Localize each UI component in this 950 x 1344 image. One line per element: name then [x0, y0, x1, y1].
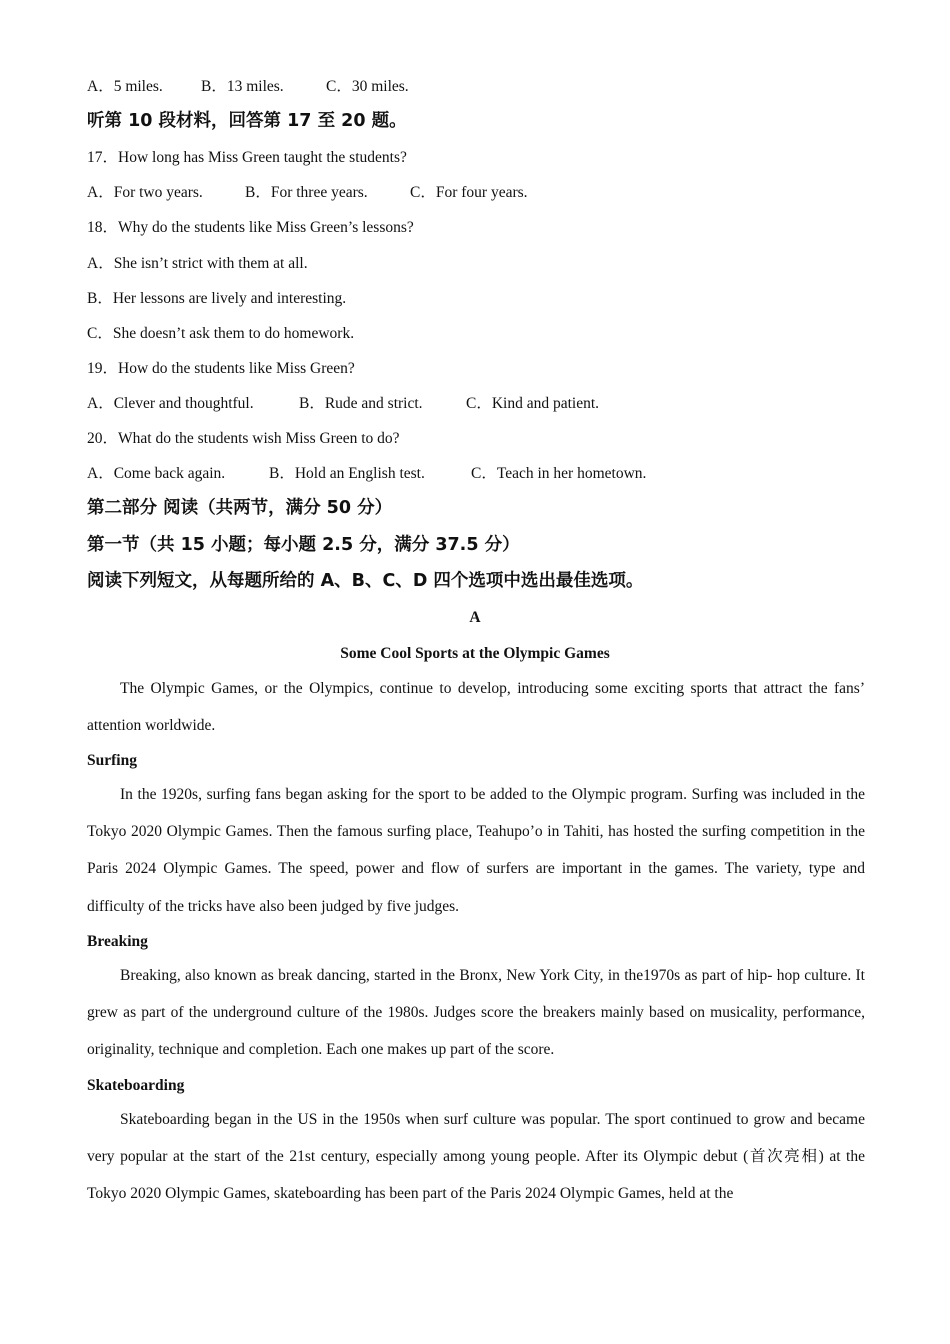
question-20-stem: 20．What do the students wish Miss Green to do? [87, 430, 400, 447]
option-b: B．13 miles. [201, 78, 284, 95]
section-heading-skateboarding: Skateboarding [87, 1077, 185, 1094]
passage-title: Some Cool Sports at the Olympic Games [340, 645, 610, 662]
section-heading-breaking: Breaking [87, 933, 148, 950]
section10-heading: 听第 10 段材料，回答第 17 至 20 题。 [87, 111, 407, 131]
option-b: B．Hold an English test. [269, 465, 425, 482]
question-17-options [87, 183, 528, 203]
question-18-option-b: B．Her lessons are lively and interesting. [87, 290, 347, 307]
question-17-stem: 17．How long has Miss Green taught the students? [87, 149, 407, 166]
question-18-option-c: C．She doesn’t ask them to do homework. [87, 325, 355, 342]
section-text-surfing: In the 1920s, surfing fans began asking for the sport to be added to the Olympic program. Surfing was included in the Tokyo 2020 Olympic Games. Then the famous surfing place, Teahupo’o in Tahiti, has hosted the surfing competition in the Paris 2024 Olympic Games. The speed, power and flow of surfers are important in the games. The variety, type and difficulty of the tricks have also been judged by five judges. [87, 786, 865, 915]
option-a: A．For two years. [87, 184, 203, 201]
part2-heading: 第二部分 阅读（共两节，满分 50 分） [87, 498, 393, 518]
passage-letter: A [469, 609, 481, 626]
question-19-options [87, 394, 599, 414]
option-b: B．For three years. [245, 184, 368, 201]
reading-instruction: 阅读下列短文，从每题所给的 A、B、C、D 四个选项中选出最佳选项。 [87, 571, 644, 591]
q16-options [87, 77, 409, 97]
question-19-stem: 19．How do the students like Miss Green? [87, 360, 355, 377]
section-text-breaking: Breaking, also known as break dancing, started in the Bronx, New York City, in the1970s as part of hip- hop culture. It grew as part of the underground culture of the 1980s. Judges score the breakers mainly based on musicality, performance, originality, technique and completion. Each one makes up part of the score. [87, 967, 865, 1059]
section-text-skateboarding: Skateboarding began in the US in the 1950s when surf culture was popular. The sport continued to grow and became very popular at the start of the 21st century, especially among young people. After its Olympic debut (首次亮相) at the Tokyo 2020 Olympic Games, skateboarding has been part of the Paris 2024 Olympic Games, held at the [87, 1111, 865, 1203]
section1-heading: 第一节（共 15 小题；每小题 2.5 分，满分 37.5 分） [87, 535, 520, 555]
option-c: C．For four years. [410, 184, 528, 201]
option-b: B．Rude and strict. [299, 395, 423, 412]
question-18-stem: 18．Why do the students like Miss Green’s lessons? [87, 219, 414, 236]
section-heading-surfing: Surfing [87, 752, 137, 769]
question-18-option-a: A．She isn’t strict with them at all. [87, 255, 308, 272]
option-a: A．5 miles. [87, 78, 163, 95]
option-c: C．30 miles. [326, 78, 409, 95]
option-c: C．Teach in her hometown. [471, 465, 647, 482]
option-a: A．Come back again. [87, 465, 226, 482]
passage-intro: The Olympic Games, or the Olympics, continue to develop, introducing some exciting sports that attract the fans’ attention worldwide. [87, 680, 865, 734]
option-a: A．Clever and thoughtful. [87, 395, 254, 412]
option-c: C．Kind and patient. [466, 395, 600, 412]
question-20-options [87, 464, 646, 484]
